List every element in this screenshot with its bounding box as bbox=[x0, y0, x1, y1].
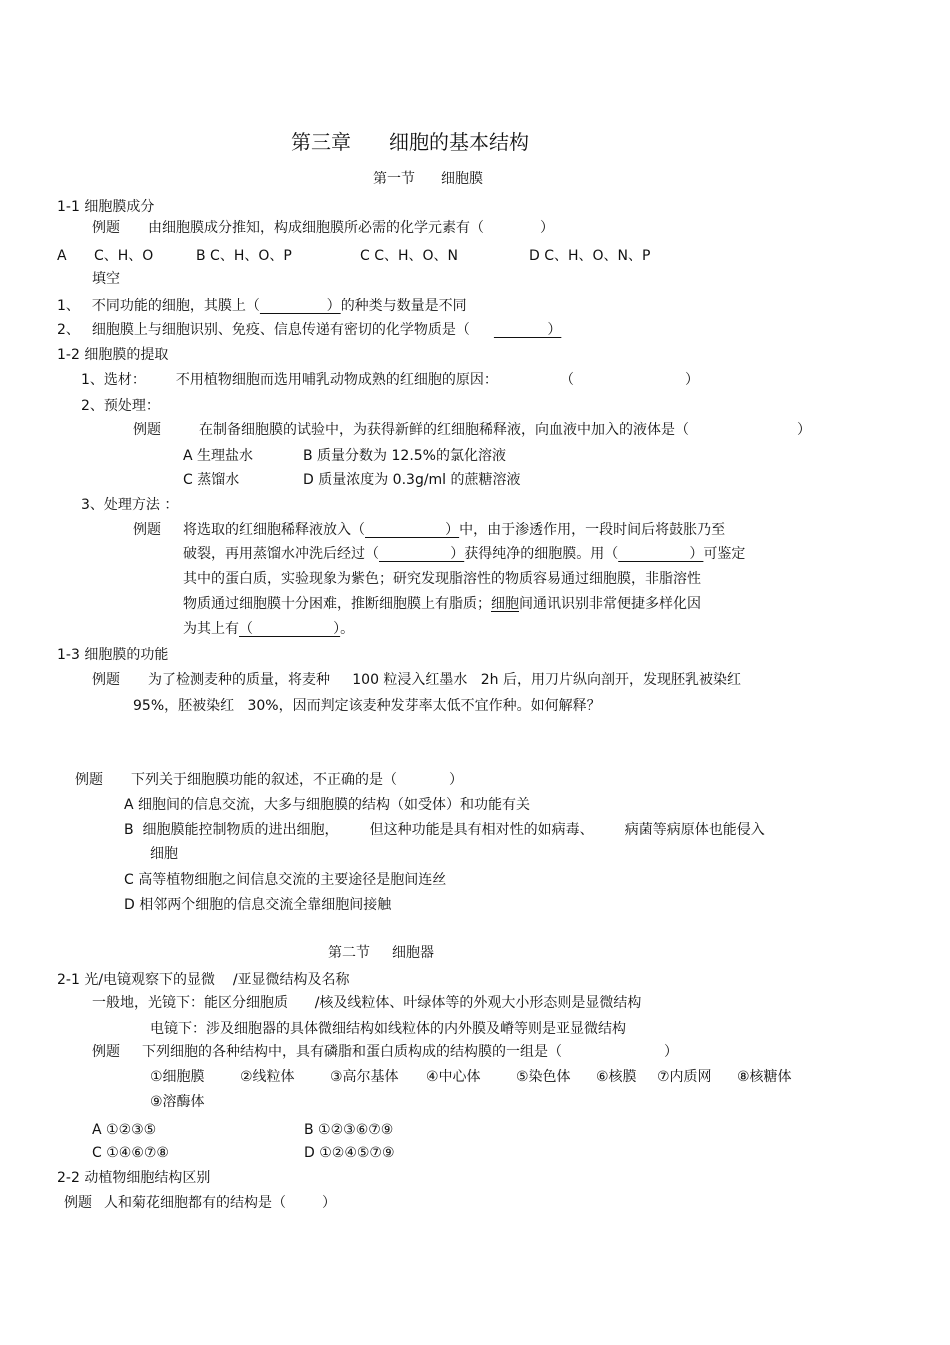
paren-close: ） bbox=[449, 772, 463, 788]
option-a-text: C、H、O bbox=[94, 248, 154, 264]
option-c: C 高等植物细胞之间信息交流的主要途径是胞间连丝 bbox=[124, 872, 447, 888]
question-text: 不同功能的细胞，其膜上（ bbox=[91, 298, 260, 314]
example-1-2b-line-4 bbox=[183, 595, 701, 613]
answer-blank: ） bbox=[618, 546, 704, 562]
example-label: 例题 bbox=[92, 672, 120, 688]
structure-item: ⑦内质网 bbox=[657, 1069, 712, 1085]
step-1 bbox=[81, 371, 498, 389]
heading-2-2: 2-2 动植物细胞结构区别 bbox=[57, 1170, 211, 1186]
answer-blank: ） bbox=[493, 322, 562, 338]
question-2 bbox=[57, 321, 561, 339]
example-1-3-line-1 bbox=[92, 671, 741, 689]
example-text: 物质通过细胞膜十分困难，推断细胞膜上有脂质； bbox=[183, 596, 491, 612]
option-b: B ①②③⑥⑦⑨ bbox=[304, 1122, 394, 1138]
option-a: A bbox=[57, 248, 67, 264]
example-1-2a bbox=[133, 421, 689, 439]
answer-blank: ） bbox=[379, 546, 465, 562]
example-text: 由细胞膜成分推知，构成细胞膜所必需的化学元素有（ bbox=[148, 220, 484, 236]
option-a: A 细胞间的信息交流，大多与细胞膜的结构（如受体）和功能有关 bbox=[124, 797, 531, 813]
structure-item: ③高尔基体 bbox=[330, 1069, 399, 1085]
step-3: 3、处理方法 ： bbox=[81, 497, 179, 513]
example-2-2 bbox=[64, 1194, 336, 1212]
example-1-2b-line-1 bbox=[133, 521, 725, 539]
question-text: 细胞膜上与细胞识别、免疫、信息传递有密切的化学物质是（ bbox=[91, 322, 470, 338]
option-b-continued: 细胞 bbox=[150, 846, 178, 862]
section-number: 第一节 bbox=[373, 171, 415, 187]
paren-close: ） bbox=[797, 422, 811, 438]
question-number: 1、 bbox=[57, 298, 80, 314]
step-1-paren-close: ） bbox=[685, 372, 699, 388]
structure-item: ⑧核糖体 bbox=[737, 1069, 792, 1085]
section-2-title bbox=[328, 944, 434, 962]
option-b: B 细胞膜能控制物质的进出细胞， 但这种功能是具有相对性的如病毒、 病菌等病原体也能侵入 bbox=[124, 822, 765, 838]
light-microscope-line: 一般地，光镜下：能区分细胞质 /核及线粒体、叶绿体等的外观大小形态则是显微结构 bbox=[92, 995, 642, 1011]
example-2-1 bbox=[92, 1043, 562, 1061]
question-number: 2、 bbox=[57, 322, 80, 338]
structure-item: ④中心体 bbox=[426, 1069, 481, 1085]
example-text: 获得纯净的细胞膜。用（ bbox=[464, 546, 619, 562]
example-text: 间通讯识别非常便捷多样化因 bbox=[519, 596, 701, 612]
example-label: 例题 bbox=[92, 220, 120, 236]
underlined-text: 细胞 bbox=[491, 596, 519, 612]
example-text: 人和菊花细胞都有的结构是（ bbox=[104, 1195, 286, 1211]
answer-blank: （ ） bbox=[239, 621, 341, 637]
heading-1-1: 1-1 细胞膜成分 bbox=[57, 199, 155, 215]
example-text: 破裂，再用蒸馏水冲洗后经过（ bbox=[183, 546, 379, 562]
chapter-number: 第三章 bbox=[291, 130, 351, 154]
question-1 bbox=[57, 297, 467, 315]
chapter-title bbox=[291, 130, 529, 154]
example-label: 例题 bbox=[75, 772, 103, 788]
example-label: 例题 bbox=[92, 1044, 120, 1060]
example-text: 下列细胞的各种结构中，具有磷脂和蛋白质构成的结构膜的一组是（ bbox=[142, 1044, 562, 1060]
question-tail: 的种类与数量是不同 bbox=[340, 298, 467, 314]
example-1-3-line-2: 95%，胚被染红 30%，因而判定该麦种发芽率太低不宜作种。如何解释？ bbox=[133, 698, 601, 714]
structure-item: ⑤染色体 bbox=[516, 1069, 571, 1085]
example-text: 为其上有 bbox=[183, 621, 239, 637]
example-label: 例题 bbox=[64, 1195, 92, 1211]
structure-item: ②线粒体 bbox=[240, 1069, 295, 1085]
option-a: A ①②③⑤ bbox=[92, 1122, 157, 1138]
section-1-title bbox=[373, 170, 483, 188]
option-d: D 质量浓度为 0.3g/ml 的蔗糖溶液 bbox=[303, 472, 521, 488]
example-1-1 bbox=[92, 219, 554, 237]
option-c: C 蒸馏水 bbox=[183, 472, 240, 488]
example-text: 下列关于细胞膜功能的叙述，不正确的是（ bbox=[131, 772, 397, 788]
example-text: 为了检测麦种的质量，将麦种 100 粒浸入红墨水 2h 后，用刀片纵向剖开，发现胚乳被染红 bbox=[148, 672, 742, 688]
option-b: B 质量分数为 12.5%的氯化溶液 bbox=[303, 448, 506, 464]
fill-in-label: 填空 bbox=[92, 271, 120, 287]
example-text: 中，由于渗透作用，一段时间后将鼓胀乃至 bbox=[459, 522, 726, 538]
chapter-name: 细胞的基本结构 bbox=[389, 130, 529, 154]
paren-close: ） bbox=[664, 1044, 678, 1060]
paren-close: ） bbox=[322, 1195, 336, 1211]
option-d: D ①②④⑤⑦⑨ bbox=[304, 1145, 395, 1161]
step-label: 1、选材： bbox=[81, 372, 146, 388]
electron-microscope-line: 电镜下：涉及细胞器的具体微细结构如线粒体的内外膜及嵴等则是亚显微结构 bbox=[150, 1021, 626, 1037]
structure-item: ⑨溶酶体 bbox=[150, 1094, 205, 1110]
structure-item: ①细胞膜 bbox=[150, 1069, 205, 1085]
example-label: 例题 bbox=[133, 522, 161, 538]
example-text: 可鉴定 bbox=[703, 546, 746, 562]
example-label: 例题 bbox=[133, 422, 161, 438]
heading-2-1: 2-1 光/电镜观察下的显微 /亚显微结构及名称 bbox=[57, 972, 350, 988]
section-name: 细胞器 bbox=[392, 945, 434, 961]
example-1-3b bbox=[75, 771, 463, 789]
example-text: 在制备细胞膜的试验中，为获得新鲜的红细胞稀释液，向血液中加入的液体是（ bbox=[199, 422, 689, 438]
step-2: 2、预处理： bbox=[81, 398, 160, 414]
step-text: 不用植物细胞而选用哺乳动物成熟的红细胞的原因： bbox=[175, 372, 498, 388]
section-name: 细胞膜 bbox=[441, 171, 483, 187]
example-1-2b-line-5 bbox=[183, 620, 354, 638]
example-1-2b-line-3: 其中的蛋白质，实验现象为紫色；研究发现脂溶性的物质容易通过细胞膜，非脂溶性 bbox=[183, 571, 701, 587]
option-a: A 生理盐水 bbox=[183, 448, 254, 464]
answer-blank: ） bbox=[365, 522, 460, 538]
structure-item: ⑥核膜 bbox=[596, 1069, 637, 1085]
option-c: C C、H、O、N bbox=[360, 248, 459, 264]
heading-1-3: 1-3 细胞膜的功能 bbox=[57, 647, 169, 663]
option-d: D C、H、O、N、P bbox=[529, 248, 651, 264]
answer-blank: ） bbox=[259, 298, 341, 314]
example-text: 将选取的红细胞稀释液放入（ bbox=[183, 522, 365, 538]
heading-1-2: 1-2 细胞膜的提取 bbox=[57, 347, 169, 363]
option-b: B C、H、O、P bbox=[196, 248, 292, 264]
example-1-2b-line-2 bbox=[183, 545, 745, 563]
step-1-paren-open: （ bbox=[560, 372, 574, 388]
paren-close: ） bbox=[540, 220, 554, 236]
example-text: 。 bbox=[340, 621, 355, 637]
section-number: 第二节 bbox=[328, 945, 370, 961]
option-c: C ①④⑥⑦⑧ bbox=[92, 1145, 169, 1161]
option-d: D 相邻两个细胞的信息交流全靠细胞间接触 bbox=[124, 897, 392, 913]
